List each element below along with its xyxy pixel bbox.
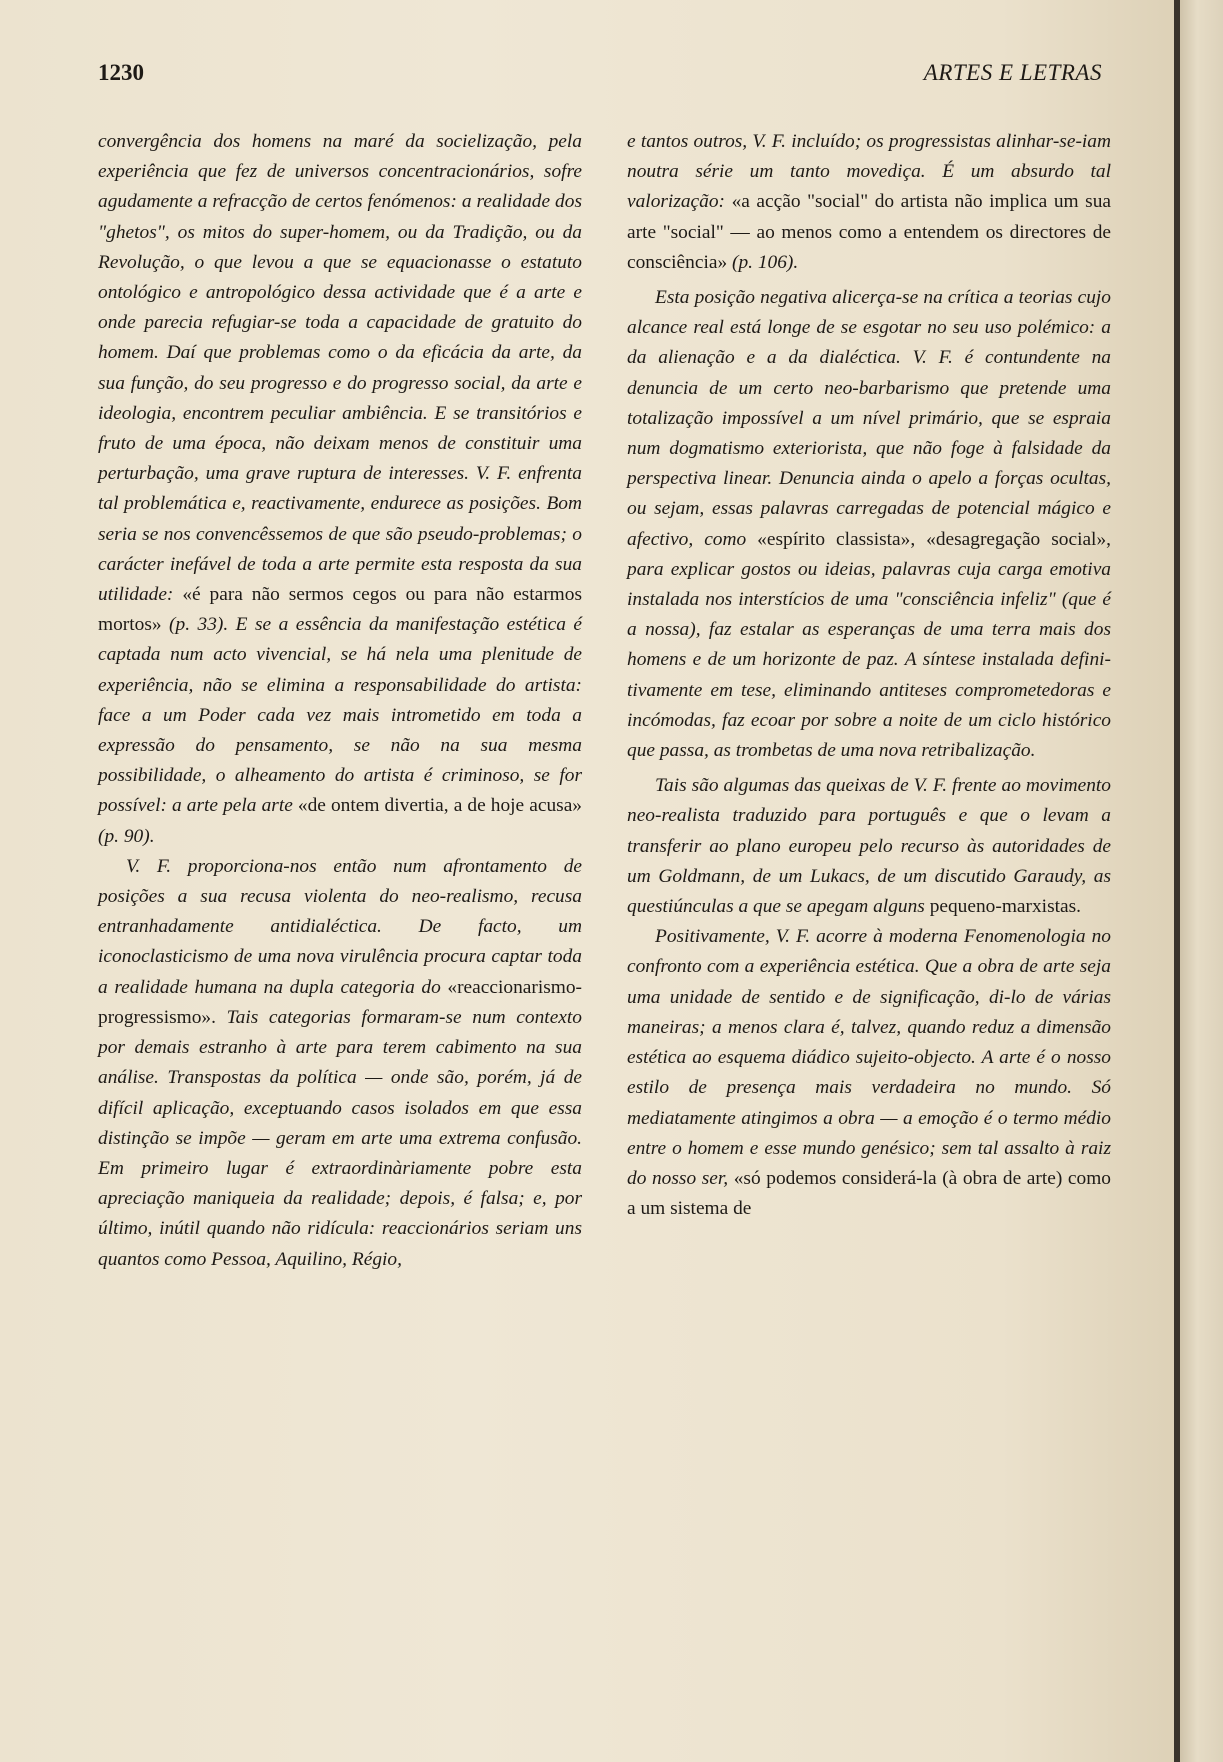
- text-run: para explicar gostos ou ideias, palavras cuja carga emotiva instalada nos interstícios de uma "consciência infeliz" (que é a nossa), faz estalar as esperanças de uma terra mais dos homens e de um horizonte de paz. A síntese instalada definitivamente em tese, eliminando antiteses comprometedoras e incómodas, faz ecoar por sobre a noite de um ciclo histórico que passa, as trombetas de uma nova retribalização.: [627, 558, 1111, 762]
- paragraph: [98, 852, 582, 1275]
- page-number: 1230: [98, 60, 144, 85]
- text-run: (p. 90).: [98, 825, 155, 847]
- roman-text-run: «é para não sermos cegos ou para não estarmos mortos»: [98, 584, 582, 636]
- right-column: [627, 127, 1111, 1224]
- text-run: Tais são algumas das queixas de V. F. frente ao movimento neo-realista traduzido para português e que o levam a transferir ao plano europeu pelo recurso às autoridades de um Goldmann, de um Lukacs, de um discutido Garaudy, as questiúnculas a que se apegam alguns: [627, 775, 1111, 918]
- text-run: (p. 33). E se a essência da manifestação estética é captada num acto vivencial, se há nela uma plenitude de experiência, não se elimina a responsabilidade do artista: face a um Poder cada vez mais intrometido em toda a expressão do pensamento, se não na sua mesma possibilidade, o alheamento do artista é criminoso, se for possível: a arte pela arte: [98, 614, 582, 817]
- roman-text-run: «reaccionarismo-progressismo».: [98, 976, 582, 1028]
- paragraph: [627, 922, 1111, 1224]
- page-edge: [1180, 0, 1223, 1762]
- roman-text-run: «só podemos considerá-la (à obra de arte) como a um sistema de: [627, 1167, 1111, 1220]
- running-head: ARTES E LETRAS: [923, 60, 1102, 85]
- roman-text-run: pequeno-marxistas.: [929, 896, 1081, 918]
- page-header: [98, 60, 1102, 92]
- paragraph: [627, 127, 1111, 278]
- roman-text-run: «espírito classista», «desagregação social»,: [757, 528, 1111, 550]
- text-run: Tais categorias formaram-se num contexto por demais estranho à arte para terem cabimento na sua análise. Transpostas da política — onde são, porém, já de difícil aplicação, exceptuando casos isolados em que essa distinção se impõe — geram em arte uma extrema confusão. Em primeiro lugar é extraordinàriamente pobre esta apreciação maniqueia da realidade; depois, é falsa; e, por último, inútil quando não ridícula: reaccionários seriam uns quantos como Pessoa, Aquilino, Régio,: [98, 1006, 582, 1270]
- paragraph: [98, 127, 582, 852]
- text-run: V. F. proporciona-nos então num afrontamento de posições a sua recusa violenta do neo-realismo, recusa entranhadamente antidialéctica. De facto, um iconoclasticismo de uma nova virulência procura captar toda a realidade humana na dupla categoria do: [98, 855, 582, 998]
- roman-text-run: «de ontem divertia, a de hoje acusa»: [297, 795, 582, 817]
- text-run: convergência dos homens na maré da socielização, pela experiência que fez de universos concentracionários, sofre agudamente a refracção de certos fenómenos: a realidade dos "ghetos", os mitos do super-homem, ou da Tradição, ou da Revolução, o que levou a que se equacionasse o estatuto ontológico e antropológico dessa actividade que é a arte e onde parecia refugiar-se toda a capacidade de gratuito do homem. Daí que problemas como o da eficácia da arte, da sua função, do seu progresso e do progresso social, da arte e ideologia, encontrem peculiar ambiência. E se transitórios e fruto de uma época, não deixam menos de constituir uma perturbação, uma grave ruptura de interesses. V. F. enfrenta tal problemática e, reactivamente, endurece as posições. Bom seria se nos convencêssemos de que são pseudo-problemas; o carácter inefável de toda a arte permite esta resposta da sua utilidade:: [98, 131, 582, 606]
- text-run: nosso estilo de presença mais verdadeira no mundo. Só mediatamente atingimos a obra — a emoção é o termo médio entre o homem e esse mundo genésico; sem tal assalto à raiz do nosso ser,: [627, 1047, 1111, 1189]
- text-run: (p. 106).: [727, 251, 799, 273]
- text-run: Positivamente, V. F. acorre à moderna Fenomenologia no confronto com a experiência estética. Que a obra de arte seja uma unidade de sentido e de significação, di-lo de várias maneiras; a menos clara é, talvez, quando reduz a dimensão estética ao esquema diádico sujeito-objecto. A arte é o: [627, 926, 1111, 1069]
- paragraph: [627, 771, 1111, 922]
- text-run: e tantos outros, V. F. incluído; os progressistas alinhar-se-iam noutra série um tanto movediça. É um absurdo tal valorização:: [627, 131, 1111, 213]
- paragraph: [627, 283, 1111, 766]
- left-column: [98, 127, 582, 1275]
- roman-text-run: «a acção "social" do artista não implica um sua arte "social" — ao menos como a entendem os directores de consciência»: [627, 191, 1111, 273]
- text-run: Esta posição negativa alicerça-se na crítica a teorias cujo alcance real está longe de se esgotar no seu uso polémico: a da alienação e a da dialéctica. V. F. é contundente na denuncia de um certo neo-barbarismo que pretende uma totalização impossível a um nível primário, que se espraia num dogmatismo exteriorista, que não foge à falsidade da perspectiva linear. Denuncia ainda o apelo a forças ocultas, ou sejam, essas palavras carregadas de potencial mágico e afectivo, como: [627, 287, 1111, 550]
